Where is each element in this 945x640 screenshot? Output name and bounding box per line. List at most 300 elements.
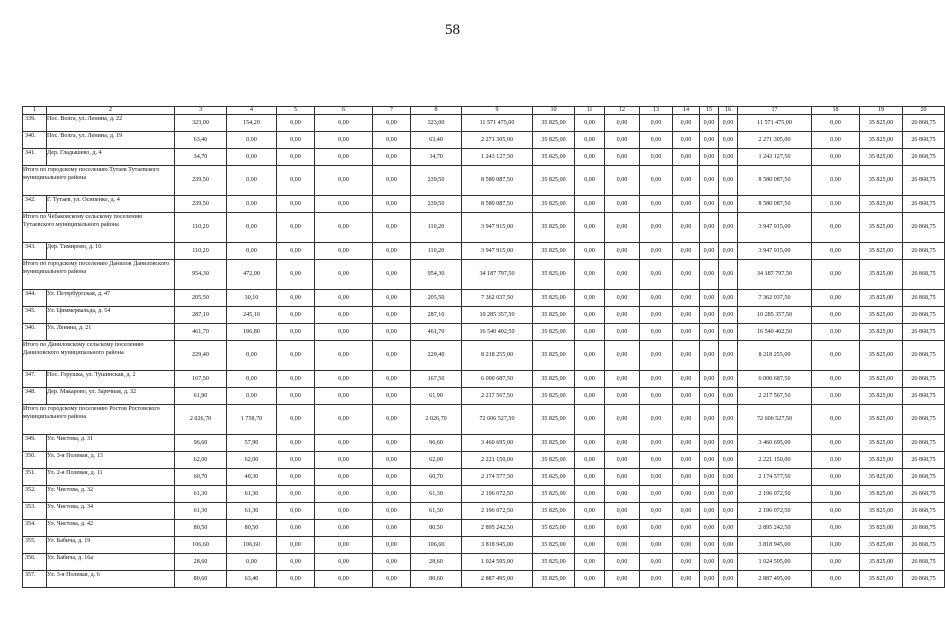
value-cell: 62,00 <box>411 452 462 469</box>
value-cell: 0,00 <box>227 132 277 149</box>
address-text: Пос. Волга, ул. Ленина, д. 22 <box>47 116 123 122</box>
value-cell: 26 868,75 <box>903 537 945 554</box>
value-cell: 0,00 <box>373 290 411 307</box>
table-row <box>23 324 945 341</box>
value-cell: 0,00 <box>373 260 411 290</box>
address-text: Ул. 3-я Полевая, д. 6 <box>47 572 100 578</box>
value-cell: 0,00 <box>640 388 673 405</box>
value-cell: 80,50 <box>175 520 227 537</box>
value-cell: 35 825,00 <box>533 243 575 260</box>
value-cell: 35 825,00 <box>533 405 575 435</box>
value-cell: 0,00 <box>812 341 860 371</box>
value-cell: 35 825,00 <box>533 341 575 371</box>
value-cell: 0,00 <box>575 324 605 341</box>
value-cell: 3 460 695,00 <box>738 435 812 452</box>
value-cell: 8 218 255,00 <box>462 341 533 371</box>
table-row <box>23 132 945 149</box>
value-cell: 26 868,75 <box>903 213 945 243</box>
value-cell: 0,00 <box>277 166 315 196</box>
value-cell: 61,90 <box>411 388 462 405</box>
value-cell: 35 825,00 <box>860 290 903 307</box>
value-cell: 0,00 <box>315 537 373 554</box>
value-cell: 239,50 <box>411 166 462 196</box>
value-cell: 34,70 <box>411 149 462 166</box>
value-cell: 2 217 567,50 <box>462 388 533 405</box>
value-cell: 0,00 <box>700 149 719 166</box>
value-cell: 0,00 <box>315 290 373 307</box>
subtotal-label <box>23 166 175 196</box>
value-cell: 0,00 <box>227 554 277 571</box>
value-cell: 0,00 <box>640 115 673 132</box>
value-cell: 0,00 <box>812 115 860 132</box>
value-cell: 35 825,00 <box>860 537 903 554</box>
value-cell: 26 868,75 <box>903 388 945 405</box>
value-cell: 0,00 <box>700 405 719 435</box>
value-cell: 0,00 <box>277 196 315 213</box>
value-cell: 34,70 <box>175 149 227 166</box>
value-cell: 63,40 <box>411 132 462 149</box>
address-cell <box>47 435 175 452</box>
value-cell: 10 285 357,50 <box>462 307 533 324</box>
value-cell: 0,00 <box>575 260 605 290</box>
value-cell: 0,00 <box>700 486 719 503</box>
value-cell: 8 580 087,50 <box>738 166 812 196</box>
value-cell: 0,00 <box>277 341 315 371</box>
value-cell: 0,00 <box>315 132 373 149</box>
value-cell: 0,00 <box>315 341 373 371</box>
value-cell: 35 825,00 <box>533 554 575 571</box>
address-cell <box>47 571 175 588</box>
address-cell <box>47 371 175 388</box>
value-cell: 0,00 <box>315 405 373 435</box>
value-cell: 0,00 <box>673 213 700 243</box>
value-cell: 35 825,00 <box>860 341 903 371</box>
value-cell: 0,00 <box>575 290 605 307</box>
value-cell: 40,30 <box>227 469 277 486</box>
value-cell: 0,00 <box>700 307 719 324</box>
value-cell: 0,00 <box>605 166 640 196</box>
value-cell: 28,60 <box>175 554 227 571</box>
subtotal-label <box>23 405 175 435</box>
value-cell: 0,00 <box>719 196 738 213</box>
value-cell: 245,10 <box>227 307 277 324</box>
value-cell: 0,00 <box>640 196 673 213</box>
value-cell: 35 825,00 <box>533 213 575 243</box>
address-text: Ул. Чистова, д. 42 <box>47 521 94 527</box>
value-cell: 0,00 <box>640 486 673 503</box>
address-cell <box>47 196 175 213</box>
row-number: 352. <box>23 486 47 503</box>
value-cell: 28,60 <box>411 554 462 571</box>
value-cell: 106,60 <box>411 537 462 554</box>
value-cell: 229,40 <box>411 341 462 371</box>
address-text: Пос. Горушка, ул. Тушинская, д. 2 <box>47 372 136 378</box>
value-cell: 35 825,00 <box>860 405 903 435</box>
value-cell: 0,00 <box>812 324 860 341</box>
value-cell: 0,00 <box>373 115 411 132</box>
value-cell: 0,00 <box>812 166 860 196</box>
value-cell: 35 825,00 <box>533 371 575 388</box>
value-cell: 0,00 <box>373 503 411 520</box>
value-cell: 0,00 <box>373 405 411 435</box>
value-cell: 0,00 <box>315 554 373 571</box>
value-cell: 0,00 <box>315 166 373 196</box>
value-cell: 0,00 <box>605 132 640 149</box>
value-cell: 2 196 072,50 <box>738 503 812 520</box>
value-cell: 0,00 <box>373 196 411 213</box>
value-cell: 3 818 945,00 <box>462 537 533 554</box>
value-cell: 26 868,75 <box>903 341 945 371</box>
value-cell: 1 024 595,00 <box>738 554 812 571</box>
value-cell: 0,00 <box>575 486 605 503</box>
value-cell: 0,00 <box>227 371 277 388</box>
value-cell: 0,00 <box>673 341 700 371</box>
value-cell: 63,40 <box>227 571 277 588</box>
value-cell: 0,00 <box>605 307 640 324</box>
value-cell: 35 825,00 <box>533 537 575 554</box>
value-cell: 35 825,00 <box>860 196 903 213</box>
value-cell: 2 221 150,00 <box>462 452 533 469</box>
value-cell: 0,00 <box>575 571 605 588</box>
value-cell: 0,00 <box>719 503 738 520</box>
value-cell: 0,00 <box>277 307 315 324</box>
value-cell: 0,00 <box>812 405 860 435</box>
address-text: Ул. Чистова, д. 31 <box>47 436 94 442</box>
row-number: 351. <box>23 469 47 486</box>
row-number: 342. <box>23 196 47 213</box>
value-cell: 472,00 <box>227 260 277 290</box>
value-cell: 0,00 <box>315 452 373 469</box>
value-cell: 61,30 <box>411 486 462 503</box>
value-cell: 954,30 <box>175 260 227 290</box>
value-cell: 0,00 <box>673 537 700 554</box>
value-cell: 35 825,00 <box>533 503 575 520</box>
value-cell: 0,00 <box>673 405 700 435</box>
row-number: 357. <box>23 571 47 588</box>
value-cell: 0,00 <box>700 452 719 469</box>
header-cell: 20 <box>903 107 945 115</box>
header-cell: 4 <box>227 107 277 115</box>
value-cell: 0,00 <box>700 341 719 371</box>
row-number: 356. <box>23 554 47 571</box>
address-cell <box>47 243 175 260</box>
header-cell: 16 <box>719 107 738 115</box>
value-cell: 0,00 <box>700 324 719 341</box>
value-cell: 0,00 <box>812 243 860 260</box>
subtotal-label-text: Итого по Чебаковскому сельскому поселению Тутаевского муниципального района <box>23 214 143 228</box>
value-cell: 0,00 <box>719 324 738 341</box>
value-cell: 0,00 <box>605 452 640 469</box>
value-cell: 0,00 <box>719 307 738 324</box>
value-cell: 0,00 <box>575 388 605 405</box>
value-cell: 0,00 <box>640 307 673 324</box>
value-cell: 10 285 357,50 <box>738 307 812 324</box>
value-cell: 0,00 <box>277 243 315 260</box>
value-cell: 0,00 <box>640 149 673 166</box>
table-row <box>23 537 945 554</box>
value-cell: 0,00 <box>812 213 860 243</box>
subtotal-row <box>23 260 945 290</box>
value-cell: 0,00 <box>605 405 640 435</box>
value-cell: 26 868,75 <box>903 571 945 588</box>
value-cell: 0,00 <box>315 371 373 388</box>
value-cell: 0,00 <box>673 388 700 405</box>
value-cell: 0,00 <box>700 571 719 588</box>
table-row <box>23 243 945 260</box>
value-cell: 0,00 <box>605 260 640 290</box>
table-row <box>23 520 945 537</box>
value-cell: 80,60 <box>411 571 462 588</box>
value-cell: 154,20 <box>227 115 277 132</box>
value-cell: 461,70 <box>175 324 227 341</box>
value-cell: 35 825,00 <box>860 115 903 132</box>
value-cell: 0,00 <box>575 371 605 388</box>
row-number: 340. <box>23 132 47 149</box>
value-cell: 0,00 <box>373 435 411 452</box>
value-cell: 0,00 <box>700 290 719 307</box>
table-row <box>23 452 945 469</box>
value-cell: 0,00 <box>277 503 315 520</box>
address-cell <box>47 324 175 341</box>
value-cell: 0,00 <box>605 149 640 166</box>
table-row <box>23 469 945 486</box>
value-cell: 34 187 797,50 <box>462 260 533 290</box>
value-cell: 1 243 127,50 <box>462 149 533 166</box>
value-cell: 0,00 <box>719 571 738 588</box>
header-cell: 6 <box>315 107 373 115</box>
value-cell: 0,00 <box>812 307 860 324</box>
value-cell: 0,00 <box>719 213 738 243</box>
row-number: 343. <box>23 243 47 260</box>
value-cell: 26 868,75 <box>903 243 945 260</box>
value-cell: 110,20 <box>411 243 462 260</box>
value-cell: 61,30 <box>175 503 227 520</box>
value-cell: 0,00 <box>812 149 860 166</box>
header-cell: 12 <box>605 107 640 115</box>
value-cell: 0,00 <box>605 324 640 341</box>
value-cell: 0,00 <box>605 371 640 388</box>
table-row <box>23 435 945 452</box>
value-cell: 0,00 <box>227 388 277 405</box>
value-cell: 35 825,00 <box>533 388 575 405</box>
value-cell: 2 174 577,50 <box>462 469 533 486</box>
value-cell: 0,00 <box>640 166 673 196</box>
value-cell: 287,10 <box>175 307 227 324</box>
value-cell: 0,00 <box>719 537 738 554</box>
value-cell: 0,00 <box>373 452 411 469</box>
address-cell <box>47 149 175 166</box>
value-cell: 0,00 <box>277 435 315 452</box>
value-cell: 0,00 <box>640 554 673 571</box>
header-cell: 18 <box>812 107 860 115</box>
value-cell: 0,00 <box>315 149 373 166</box>
value-cell: 0,00 <box>373 520 411 537</box>
value-cell: 26 868,75 <box>903 260 945 290</box>
value-cell: 2 271 305,00 <box>462 132 533 149</box>
value-cell: 0,00 <box>277 132 315 149</box>
value-cell: 0,00 <box>315 435 373 452</box>
value-cell: 0,00 <box>575 307 605 324</box>
value-cell: 0,00 <box>640 324 673 341</box>
value-cell: 0,00 <box>700 371 719 388</box>
value-cell: 26 868,75 <box>903 149 945 166</box>
value-cell: 0,00 <box>373 469 411 486</box>
value-cell: 0,00 <box>575 166 605 196</box>
value-cell: 0,00 <box>700 132 719 149</box>
header-cell: 11 <box>575 107 605 115</box>
row-number: 348. <box>23 388 47 405</box>
value-cell: 0,00 <box>673 324 700 341</box>
header-cell: 1 <box>23 107 47 115</box>
subtotal-label-text: Итого по Даниловскому сельскому поселению Даниловского муниципального района <box>23 342 144 356</box>
value-cell: 0,00 <box>605 520 640 537</box>
table-row <box>23 486 945 503</box>
value-cell: 26 868,75 <box>903 503 945 520</box>
value-cell: 0,00 <box>315 307 373 324</box>
value-cell: 1 024 595,00 <box>462 554 533 571</box>
value-cell: 0,00 <box>277 115 315 132</box>
value-cell: 0,00 <box>700 115 719 132</box>
value-cell: 0,00 <box>605 213 640 243</box>
value-cell: 8 580 087,50 <box>738 196 812 213</box>
value-cell: 61,90 <box>175 388 227 405</box>
header-cell: 17 <box>738 107 812 115</box>
value-cell: 0,00 <box>575 520 605 537</box>
value-cell: 0,00 <box>373 213 411 243</box>
value-cell: 0,00 <box>315 243 373 260</box>
value-cell: 0,00 <box>640 132 673 149</box>
value-cell: 35 825,00 <box>860 486 903 503</box>
address-text: Ул. Бабича, д. 16а <box>47 555 94 561</box>
value-cell: 0,00 <box>315 213 373 243</box>
value-cell: 0,00 <box>605 196 640 213</box>
value-cell: 2 026,70 <box>175 405 227 435</box>
value-cell: 0,00 <box>640 503 673 520</box>
value-cell: 0,00 <box>719 166 738 196</box>
value-cell: 62,00 <box>227 452 277 469</box>
table-row <box>23 571 945 588</box>
value-cell: 26 868,75 <box>903 324 945 341</box>
value-cell: 3 947 915,00 <box>738 243 812 260</box>
value-cell: 35 825,00 <box>533 520 575 537</box>
value-cell: 0,00 <box>373 341 411 371</box>
value-cell: 0,00 <box>315 571 373 588</box>
value-cell: 0,00 <box>812 132 860 149</box>
value-cell: 0,00 <box>277 469 315 486</box>
value-cell: 0,00 <box>605 469 640 486</box>
value-cell: 0,00 <box>373 132 411 149</box>
value-cell: 62,00 <box>175 452 227 469</box>
row-number: 349. <box>23 435 47 452</box>
value-cell: 0,00 <box>700 260 719 290</box>
value-cell: 0,00 <box>277 571 315 588</box>
address-cell <box>47 307 175 324</box>
value-cell: 0,00 <box>605 554 640 571</box>
value-cell: 0,00 <box>227 166 277 196</box>
value-cell: 80,50 <box>227 520 277 537</box>
table-row <box>23 149 945 166</box>
value-cell: 0,00 <box>575 115 605 132</box>
value-cell: 2 271 305,00 <box>738 132 812 149</box>
address-cell <box>47 503 175 520</box>
value-cell: 57,90 <box>227 435 277 452</box>
value-cell: 0,00 <box>719 469 738 486</box>
value-cell: 0,00 <box>605 341 640 371</box>
address-text: Ул. 2-я Полевая, д. 11 <box>47 470 103 476</box>
value-cell: 35 825,00 <box>533 115 575 132</box>
value-cell: 323,00 <box>411 115 462 132</box>
value-cell: 26 868,75 <box>903 469 945 486</box>
value-cell: 0,00 <box>373 371 411 388</box>
value-cell: 0,00 <box>673 115 700 132</box>
header-cell: 13 <box>640 107 673 115</box>
value-cell: 0,00 <box>227 341 277 371</box>
value-cell: 26 868,75 <box>903 405 945 435</box>
value-cell: 0,00 <box>605 243 640 260</box>
table-row <box>23 196 945 213</box>
subtotal-label <box>23 213 175 243</box>
value-cell: 35 825,00 <box>533 260 575 290</box>
value-cell: 35 825,00 <box>860 388 903 405</box>
value-cell: 0,00 <box>673 554 700 571</box>
value-cell: 35 825,00 <box>533 132 575 149</box>
value-cell: 35 825,00 <box>860 243 903 260</box>
value-cell: 0,00 <box>575 132 605 149</box>
row-number: 347. <box>23 371 47 388</box>
value-cell: 1 758,70 <box>227 405 277 435</box>
value-cell: 0,00 <box>640 371 673 388</box>
value-cell: 0,00 <box>719 388 738 405</box>
row-number: 350. <box>23 452 47 469</box>
value-cell: 205,50 <box>411 290 462 307</box>
value-cell: 0,00 <box>719 260 738 290</box>
value-cell: 0,00 <box>673 503 700 520</box>
value-cell: 0,00 <box>700 503 719 520</box>
value-cell: 0,00 <box>575 243 605 260</box>
address-text: Пос. Волга, ул. Ленина, д. 19 <box>47 133 123 139</box>
table-row <box>23 503 945 520</box>
value-cell: 60,70 <box>175 469 227 486</box>
value-cell: 0,00 <box>719 115 738 132</box>
value-cell: 72 606 527,50 <box>738 405 812 435</box>
value-cell: 72 606 527,50 <box>462 405 533 435</box>
value-cell: 0,00 <box>605 435 640 452</box>
value-cell: 35 825,00 <box>860 520 903 537</box>
value-cell: 239,50 <box>175 166 227 196</box>
data-table <box>22 106 945 588</box>
value-cell: 26 868,75 <box>903 435 945 452</box>
value-cell: 0,00 <box>277 452 315 469</box>
value-cell: 0,00 <box>673 469 700 486</box>
value-cell: 110,20 <box>175 213 227 243</box>
address-text: Дер. Гладышево, д. 4 <box>47 150 102 156</box>
value-cell: 96,60 <box>411 435 462 452</box>
value-cell: 0,00 <box>315 503 373 520</box>
value-cell: 0,00 <box>700 213 719 243</box>
page-number: 58 <box>445 22 460 38</box>
value-cell: 0,00 <box>277 371 315 388</box>
value-cell: 2 217 567,50 <box>738 388 812 405</box>
value-cell: 61,30 <box>411 503 462 520</box>
value-cell: 35 825,00 <box>860 371 903 388</box>
value-cell: 35 825,00 <box>533 149 575 166</box>
header-cell: 14 <box>673 107 700 115</box>
value-cell: 7 362 037,50 <box>462 290 533 307</box>
value-cell: 2 895 242,50 <box>462 520 533 537</box>
value-cell: 0,00 <box>812 571 860 588</box>
value-cell: 61,30 <box>175 486 227 503</box>
value-cell: 35 825,00 <box>533 196 575 213</box>
